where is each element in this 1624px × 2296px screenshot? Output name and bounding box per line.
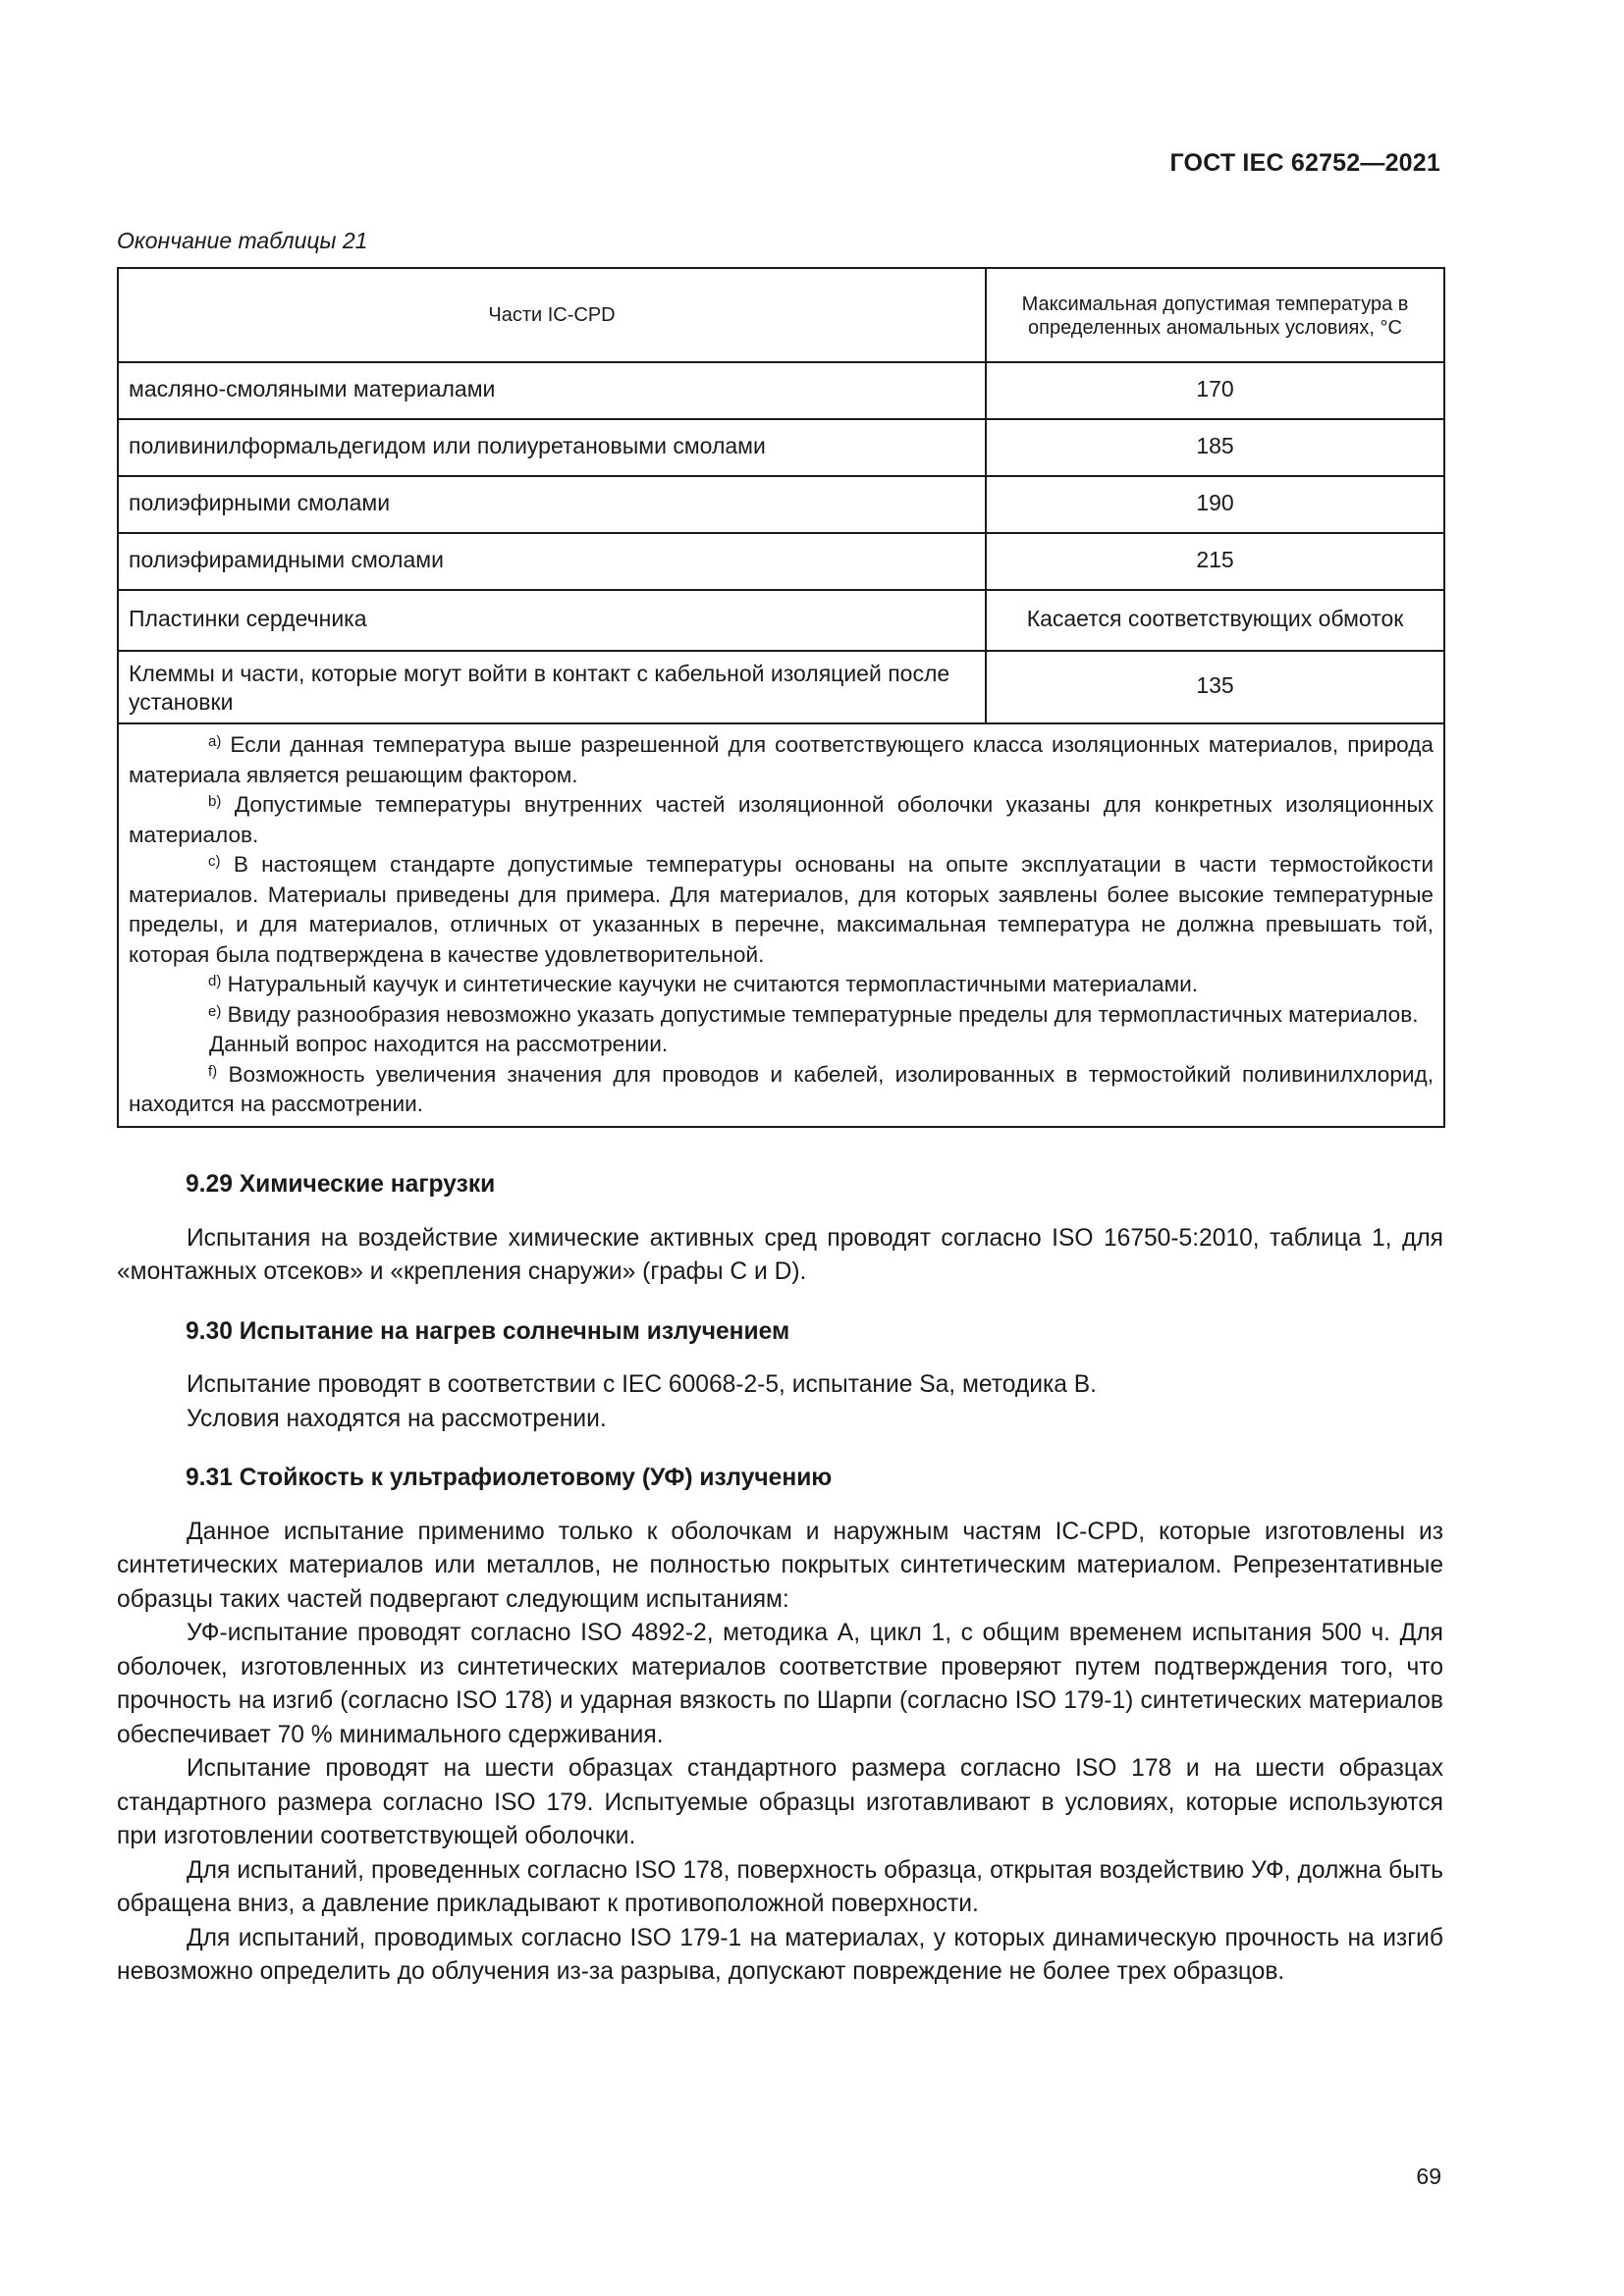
table-note <box>129 1030 1434 1060</box>
paragraph: Условия находятся на рассмотрении. <box>187 1405 607 1432</box>
table-note <box>129 730 1434 790</box>
note-text: Натуральный каучук и синтетические каучуки не считаются термопластичными материалами. <box>227 972 1199 996</box>
note-mark: a) <box>208 733 222 750</box>
paragraph: Для испытаний, проведенных согласно ISO 178, поверхность образца, открытая воздействию УФ, должна быть обращена вниз, а давление прикладывают к противоположной поверхности. <box>117 1856 1443 1917</box>
paragraph: Данное испытание применимо только к оболочкам и наружным частям IC-CPD, которые изготовлены из синтетических материалов или металлов, не полностью покрытых синтетическим материалом. Репрезентативные образцы таких частей подвергают следующим испытаниям: <box>117 1518 1443 1613</box>
note-mark: d) <box>208 973 222 989</box>
section-9-31 <box>117 1462 1443 1990</box>
row-value: 170 <box>986 362 1444 419</box>
section-heading: 9.30 Испытание на нагрев солнечным излучением <box>186 1317 790 1345</box>
table-header-row <box>118 268 1444 362</box>
table-row <box>118 533 1444 590</box>
paragraph: Испытание проводят на шести образцах стандартного размера согласно ISO 178 и на шести образцах стандартного размера согласно ISO 179. Испытуемые образцы изготавливают в условиях, которые используются при изготовлении соответствующей оболочки. <box>117 1755 1443 1849</box>
row-name: полиэфирамидными смолами <box>118 533 986 590</box>
note-text: Допустимые температуры внутренних частей изоляционной оболочки указаны для конкретных изоляционных материалов. <box>129 792 1434 847</box>
section-heading: 9.31 Стойкость к ультрафиолетовому (УФ) излучению <box>186 1465 833 1491</box>
table-row <box>118 362 1444 419</box>
note-text: В настоящем стандарте допустимые температуры основаны на опыте эксплуатации в части термостойкости материалов. Материалы приведены для примера. Для материалов, для которых заявлены более высокие температурные пределы, и для материалов, отличных от указанных в перечне, максимальная температура не должна превышать той, которая была подтверждена в качестве удовлетворительной. <box>129 852 1434 967</box>
row-value: 190 <box>986 476 1444 533</box>
column-header-temperature: Максимальная допустимая температура в определенных аномальных условиях, °C <box>986 268 1444 362</box>
paragraph: Испытания на воздействие химические активных сред проводят согласно ISO 16750-5:2010, таблица 1, для «монтажных отсеков» и «крепления снаружи» (графы C и D). <box>117 1224 1443 1285</box>
table-note <box>129 850 1434 970</box>
note-mark: e) <box>208 1002 222 1020</box>
note-text: Возможность увеличения значения для проводов и кабелей, изолированных в термостойкий поливинилхлорид, находится на рассмотрении. <box>129 1061 1435 1116</box>
table-note <box>129 970 1434 1000</box>
document-body <box>117 1168 1443 1990</box>
table-caption: Окончание таблицы 21 <box>117 228 368 253</box>
table-note <box>129 790 1434 850</box>
table-note <box>129 1000 1434 1031</box>
row-name: поливинилформальдегидом или полиуретановыми смолами <box>118 419 986 476</box>
page-number: 69 <box>1416 2163 1441 2189</box>
note-text: Ввиду разнообразия невозможно указать допустимые температурные пределы для термопластичных материалов. <box>227 1001 1419 1027</box>
row-value: 135 <box>986 651 1444 723</box>
row-name: масляно-смоляными материалами <box>118 362 986 419</box>
row-name: Клеммы и части, которые могут войти в контакт с кабельной изоляцией после установки <box>118 651 986 723</box>
note-mark: f) <box>208 1062 218 1080</box>
note-mark: b) <box>208 793 222 810</box>
section-9-29 <box>117 1168 1443 1290</box>
section-heading: 9.29 Химические нагрузки <box>186 1171 496 1198</box>
row-value: Касается соответствующих обмоток <box>986 590 1444 651</box>
note-mark: c) <box>208 853 221 870</box>
temperature-table <box>117 267 1445 1128</box>
row-name: Пластинки сердечника <box>118 590 986 651</box>
section-9-30 <box>117 1315 1443 1437</box>
paragraph: УФ-испытание проводят согласно ISO 4892-2, методика A, цикл 1, с общим временем испытания 500 ч. Для оболочек, изготовленных из синтетических материалов соответствие проверяют путем подтверждения того, что прочность на изгиб (согласно ISO 178) и ударная вязкость по Шарпи (согласно ISO 179-1) синтетических материалов обеспечивает 70 % минимального сдерживания. <box>117 1620 1443 1748</box>
table-row <box>118 419 1444 476</box>
row-name: полиэфирными смолами <box>118 476 986 533</box>
document-header: ГОСТ IEC 62752—2021 <box>1169 149 1440 177</box>
note-text: Если данная температура выше разрешенной для соответствующего класса изоляционных материалов, природа материала является решающим фактором. <box>129 732 1434 787</box>
table-row <box>118 590 1444 651</box>
paragraph: Для испытаний, проводимых согласно ISO 179-1 на материалах, у которых динамическую прочность на изгиб невозможно определить до облучения из-за разрыва, допускают повреждение не более трех образцов. <box>117 1924 1443 1985</box>
paragraph: Испытание проводят в соответствии с IEC 60068-2-5, испытание Sa, методика B. <box>187 1371 1098 1398</box>
column-header-parts: Части IC-CPD <box>118 268 986 362</box>
table-row <box>118 651 1444 723</box>
row-value: 215 <box>986 533 1444 590</box>
table-row <box>118 476 1444 533</box>
table-notes-row <box>118 723 1444 1127</box>
row-value: 185 <box>986 419 1444 476</box>
note-text: Данный вопрос находится на рассмотрении. <box>209 1032 669 1056</box>
table-notes <box>118 723 1444 1127</box>
table-note <box>129 1060 1434 1120</box>
